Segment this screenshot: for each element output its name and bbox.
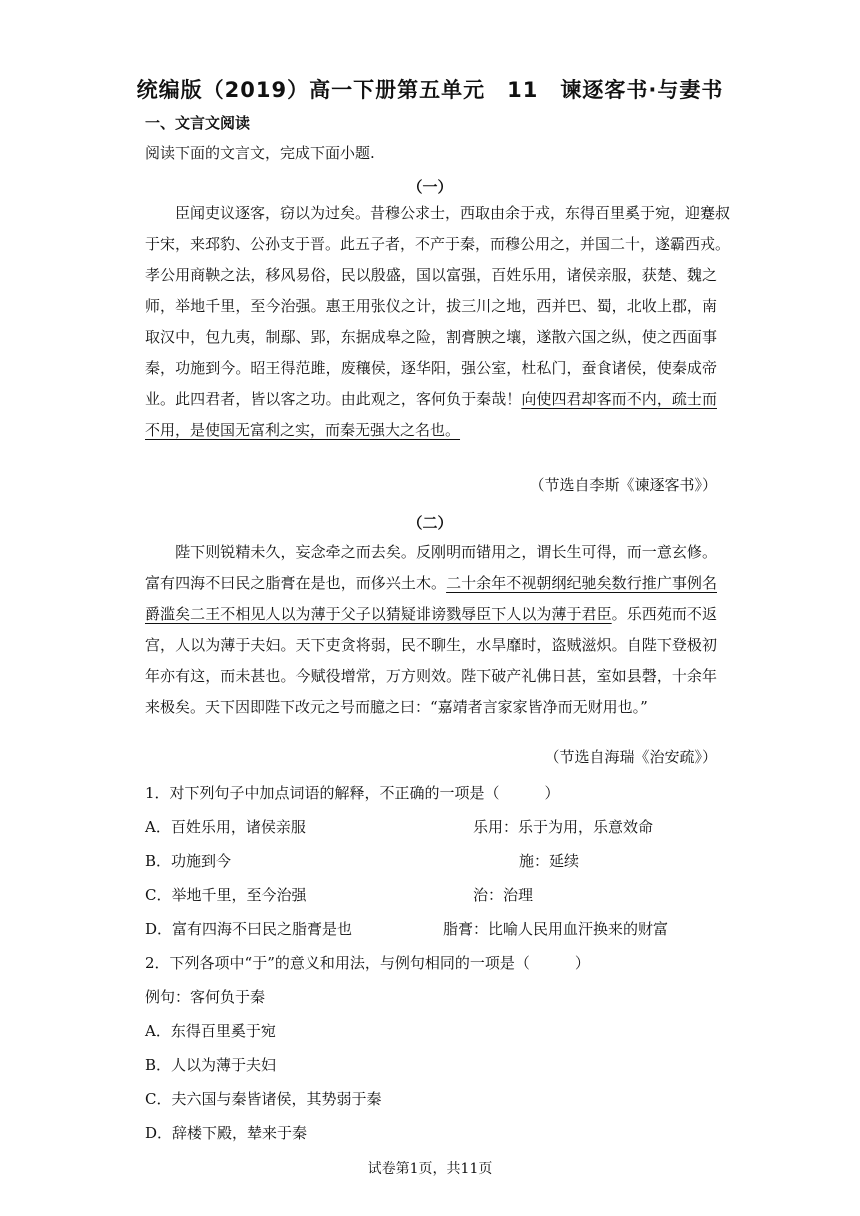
passage-line: 秦，功施到今。昭王得范雎，废穰侯，逐华阳，强公室，杜私门，蚕食诸侯，使秦成帝 [145, 359, 717, 377]
section-heading: 一、文言文阅读 [145, 114, 251, 132]
question-1-option-b[interactable] [145, 844, 725, 878]
passage-1-source: （节选自李斯《谏逐客书》） [529, 476, 717, 494]
passage-line: 臣闻吏议逐客，窃以为过矣。昔穆公求士，西取由余于戎，东得百里奚于宛，迎蹇叔 [145, 204, 731, 222]
passage-line: 年亦有这，而未甚也。今赋役增常，万方则效。陛下破产礼佛日甚，室如县磬，十余年 [145, 667, 717, 685]
passage-line: 宫，人以为薄于夫妇。天下吏贪将弱，民不聊生，水旱靡时，盗贼滋炽。自陛下登极初 [145, 636, 717, 654]
instruction-text: 阅读下面的文言文，完成下面小题. [145, 144, 375, 162]
passage-text: 。乐西苑而不返 [611, 605, 717, 623]
passage-1-mark: （一） [407, 178, 453, 196]
page-footer: 试卷第1页，共11页 [367, 1161, 493, 1177]
option-label: D．富有四海不曰民之脂膏是也 [145, 920, 353, 938]
question-1-stem: 1．对下列句子中加点词语的解释，不正确的一项是（ ） [145, 784, 560, 802]
passage-line: 陛下则锐精未久，妄念牵之而去矣。反刚明而错用之，谓长生可得，而一意玄修。 [145, 543, 717, 561]
passage-text: 富有四海不曰民之脂膏在是也，而侈兴土木。 [145, 574, 447, 592]
question-1-option-a[interactable] [145, 810, 725, 844]
passage-line: 孝公用商鞅之法，移风易俗，民以殷盛，国以富强，百姓乐用，诸侯亲服，获楚、魏之 [145, 266, 717, 284]
questions [145, 776, 725, 1150]
option-label: A．百姓乐用，诸侯亲服 [145, 818, 306, 836]
passage-2-source: （节选自海瑞《治安疏》） [544, 748, 717, 766]
passage-line [145, 384, 717, 415]
underlined-sentence: 二十余年不视朝纲纪驰矣数行推广事例名 [446, 574, 717, 592]
option-gloss: 乐用：乐于为用，乐意效命 [473, 818, 654, 836]
underlined-sentence: 向使四君却客而不内，疏士而 [521, 390, 717, 408]
passage-2-mark: （二） [407, 514, 453, 532]
underlined-sentence: 不用，是使国无富利之实，而秦无强大之名也。 [145, 421, 461, 439]
passage-line: 取汉中，包九夷，制鄢、郢，东据成皋之险，割膏腴之壤，遂散六国之纵，使之西面事 [145, 328, 717, 346]
passage-line: 师，举地千里，至今治强。惠王用张仪之计，拔三川之地，西并巴、蜀，北收上郡，南 [145, 297, 717, 315]
option-gloss: 治：治理 [473, 886, 534, 904]
question-2-option-d[interactable]: D．辞楼下殿，辇来于秦 [145, 1124, 308, 1142]
question-2-option-b[interactable]: B．人以为薄于夫妇 [145, 1056, 277, 1074]
option-gloss: 脂膏：比喻人民用血汗换来的财富 [443, 920, 669, 938]
underlined-sentence: 爵滥矣二王不相见人以为薄于父子以猜疑诽谤戮辱臣下人以为薄于君臣 [145, 605, 612, 623]
passage-line [145, 415, 717, 446]
passage-2 [145, 537, 717, 723]
passage-line [145, 568, 717, 599]
question-2-option-c[interactable]: C．夫六国与秦皆诸侯，其势弱于秦 [145, 1090, 382, 1108]
page-title: 统编版（2019）高一下册第五单元 11 谏逐客书·与妻书 [136, 78, 724, 102]
question-1-option-d[interactable] [145, 912, 725, 946]
option-label: B．功施到今 [145, 852, 232, 870]
question-2-example: 例句：客何负于秦 [145, 988, 266, 1006]
passage-text: 业。此四君者，皆以客之功。由此观之，客何负于秦哉！ [145, 390, 522, 408]
question-2-stem: 2．下列各项中“于”的意义和用法，与例句相同的一项是（ ） [145, 954, 590, 972]
question-1-option-c[interactable] [145, 878, 725, 912]
passage-line: 于宋，来邳豹、公孙支于晋。此五子者，不产于秦，而穆公用之，并国二十，遂霸西戎。 [145, 235, 731, 253]
passage-line [145, 599, 717, 630]
passage-line: 来极矣。天下因即陛下改元之号而臆之曰：“嘉靖者言家家皆净而无财用也。” [145, 698, 648, 716]
option-gloss: 施：延续 [519, 852, 580, 870]
question-2-option-a[interactable]: A．东得百里奚于宛 [145, 1022, 276, 1040]
passage-1 [145, 198, 731, 446]
option-label: C．举地千里，至今治强 [145, 886, 307, 904]
